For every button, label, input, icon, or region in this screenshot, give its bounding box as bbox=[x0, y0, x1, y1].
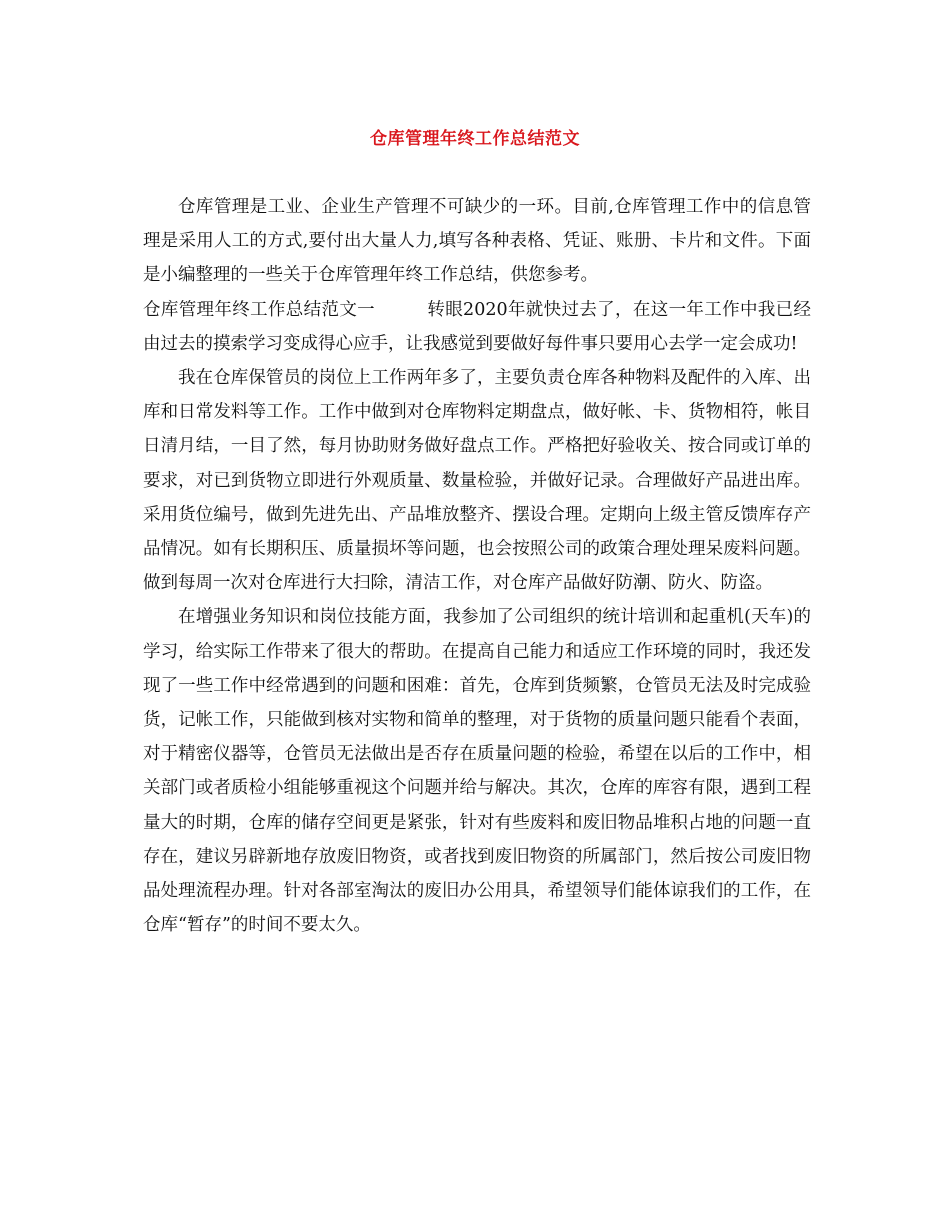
section-heading: 仓库管理年终工作总结范文一 bbox=[143, 299, 376, 320]
body-paragraph-2: 我在仓库保管员的岗位上工作两年多了，主要负责仓库各种物料及配件的入库、出库和日常发料等工作。工作中做到对仓库物料定期盘点，做好帐、卡、货物相符，帐目日清月结，一目了然，每月协助财务做好盘点工作。严格把好验收关、按合同或订单的要求，对已到货物立即进行外观质量、数量检验，并做好记录。合理做好产品进出库。采用货位编号，做到先进先出、产品堆放整齐、摆设合理。定期向上级主管反馈库存产品情况。如有长期积压、质量损坏等问题，也会按照公司的政策合理处理呆废料问题。做到每周一次对仓库进行大扫除，清洁工作，对仓库产品做好防潮、防火、防盗。 bbox=[143, 368, 811, 594]
document-body bbox=[143, 190, 811, 942]
section-line bbox=[143, 293, 811, 361]
body-paragraph-3: 在增强业务知识和岗位技能方面，我参加了公司组织的统计培训和起重机(天车)的学习，给实际工作带来了很大的帮助。在提高自己能力和适应工作环境的同时，我还发现了一些工作中经常遇到的问题和困难：首先，仓库到货频繁，仓管员无法及时完成验货，记帐工作，只能做到核对实物和简单的整理，对于货物的质量问题只能看个表面，对于精密仪器等，仓管员无法做出是否存在质量问题的检验，希望在以后的工作中，相关部门或者质检小组能够重视这个问题并给与解决。其次，仓库的库容有限，遇到工程量大的时期，仓库的储存空间更是紧张，针对有些废料和废旧物品堆积占地的问题一直存在，建议另辟新地存放废旧物资，或者找到废旧物资的所属部门，然后按公司废旧物品处理流程办理。针对各部室淘汰的废旧办公用具，希望领导们能体谅我们的工作，在仓库“暂存”的时间不要太久。 bbox=[143, 607, 811, 936]
section-opening: 转眼2020年就快过去了，在这一年工作中我已经由过去的摸索学习变成得心应手，让我感觉到要做好每件事只要用心去学一定会成功! bbox=[143, 299, 811, 354]
document-title: 仓库管理年终工作总结范文 bbox=[370, 129, 580, 149]
intro-paragraph: 仓库管理是工业、企业生产管理不可缺少的一环。目前,仓库管理工作中的信息管理是采用人工的方式,要付出大量人力,填写各种表格、凭证、账册、卡片和文件。下面是小编整理的一些关于仓库管理年终工作总结，供您参考。 bbox=[143, 197, 811, 286]
